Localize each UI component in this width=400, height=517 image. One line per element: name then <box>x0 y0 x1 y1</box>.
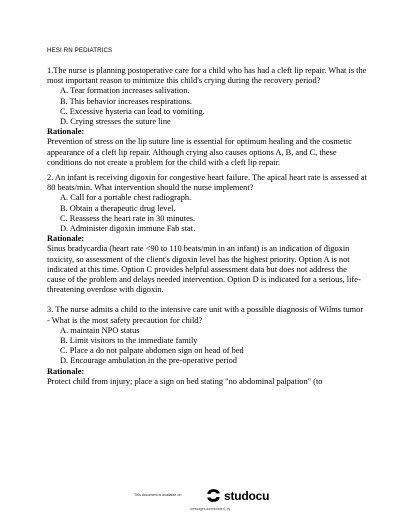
studocu-logo[interactable] <box>206 488 269 503</box>
question-1-options <box>47 86 367 127</box>
question-1-option-a: A. Tear formation increases salivation. <box>60 86 190 96</box>
question-3-text: 3. The nurse admits a child to the intensive care unit with a possible diagnosis of Wilms tumor - What is the most safety precaution for child? <box>47 305 364 325</box>
question-2-options <box>47 193 367 234</box>
question-2-rationale-label: Rationale: <box>47 234 85 244</box>
question-2-option-a: A. Call for a portable chest radiograph. <box>60 193 192 203</box>
question-1 <box>47 66 367 168</box>
question-1-option-d: D. Crying stresses the suture line <box>60 117 171 127</box>
question-2 <box>47 173 367 295</box>
question-3-option-b: B. Limit visitors to the immediate family <box>60 336 198 346</box>
question-3-option-a: A. maintain NPO status <box>60 325 140 335</box>
studocu-logo-text: studocu <box>224 488 270 503</box>
question-1-rationale-text: Prevention of stress on the lip suture line is essential for optimum healing and the cosmetic appearance of a cleft lip repair. Although crying also causes options A, B, and C, these conditions do not create a problem for the child with a cleft lip repair. <box>47 137 352 167</box>
downloaded-note: messages.downloaded_by <box>190 507 231 511</box>
question-1-option-b: B. This behavior increases respirations. <box>60 96 192 106</box>
question-3-rationale-label: Rationale: <box>47 366 85 376</box>
question-1-text: 1.The nurse is planning postoperative care for a child who has had a cleft lip repair. What is the most important reason to minimize this child's crying during the recovery period? <box>47 66 367 86</box>
question-2-option-d: D. Administer digoxin immune Fab stat. <box>60 224 196 234</box>
document-body <box>47 66 367 387</box>
document-header: HESI RN PEDIATRICS <box>47 47 113 54</box>
question-2-text: 2. An infant is receiving digoxin for congestive heart failure. The apical heart rate is assessed at 80 beats/min. What intervention should the nurse implement? <box>47 173 367 193</box>
page-footer <box>0 488 400 517</box>
question-3 <box>47 305 367 387</box>
question-1-rationale-label: Rationale: <box>47 127 85 137</box>
question-3-options <box>47 326 367 367</box>
studocu-logo-icon <box>206 488 221 503</box>
availability-note: This document is available on <box>134 493 182 497</box>
question-2-option-b: B. Obtain a therapeutic drug level. <box>60 203 176 213</box>
question-2-option-c: C. Reassess the heart rate in 30 minutes. <box>60 213 196 223</box>
question-3-option-d: D. Encourage ambulation in the pre-operative period <box>60 356 237 366</box>
question-1-option-c: C. Excessive hysteria can lead to vomiting. <box>60 106 205 116</box>
question-3-option-c: C. Place a do not palpate abdomen sign on head of bed <box>60 346 244 356</box>
question-2-rationale-text: Sinus bradycardia (heart rate <90 to 110 beats/min in an infant) is an indication of digoxin toxicity, so assessment of the client's digoxin level has the highest priority. Option A is not indicated at this time. Option C provides helpful assessment data but does not address the cause of the problem and delays needed intervention. Option D is indicated for a serious, life-threatening overdose with digoxin. <box>47 244 361 295</box>
question-3-rationale-text: Protect child from injury; place a sign on bed stating "no abdominal palpation" (to <box>47 376 323 386</box>
